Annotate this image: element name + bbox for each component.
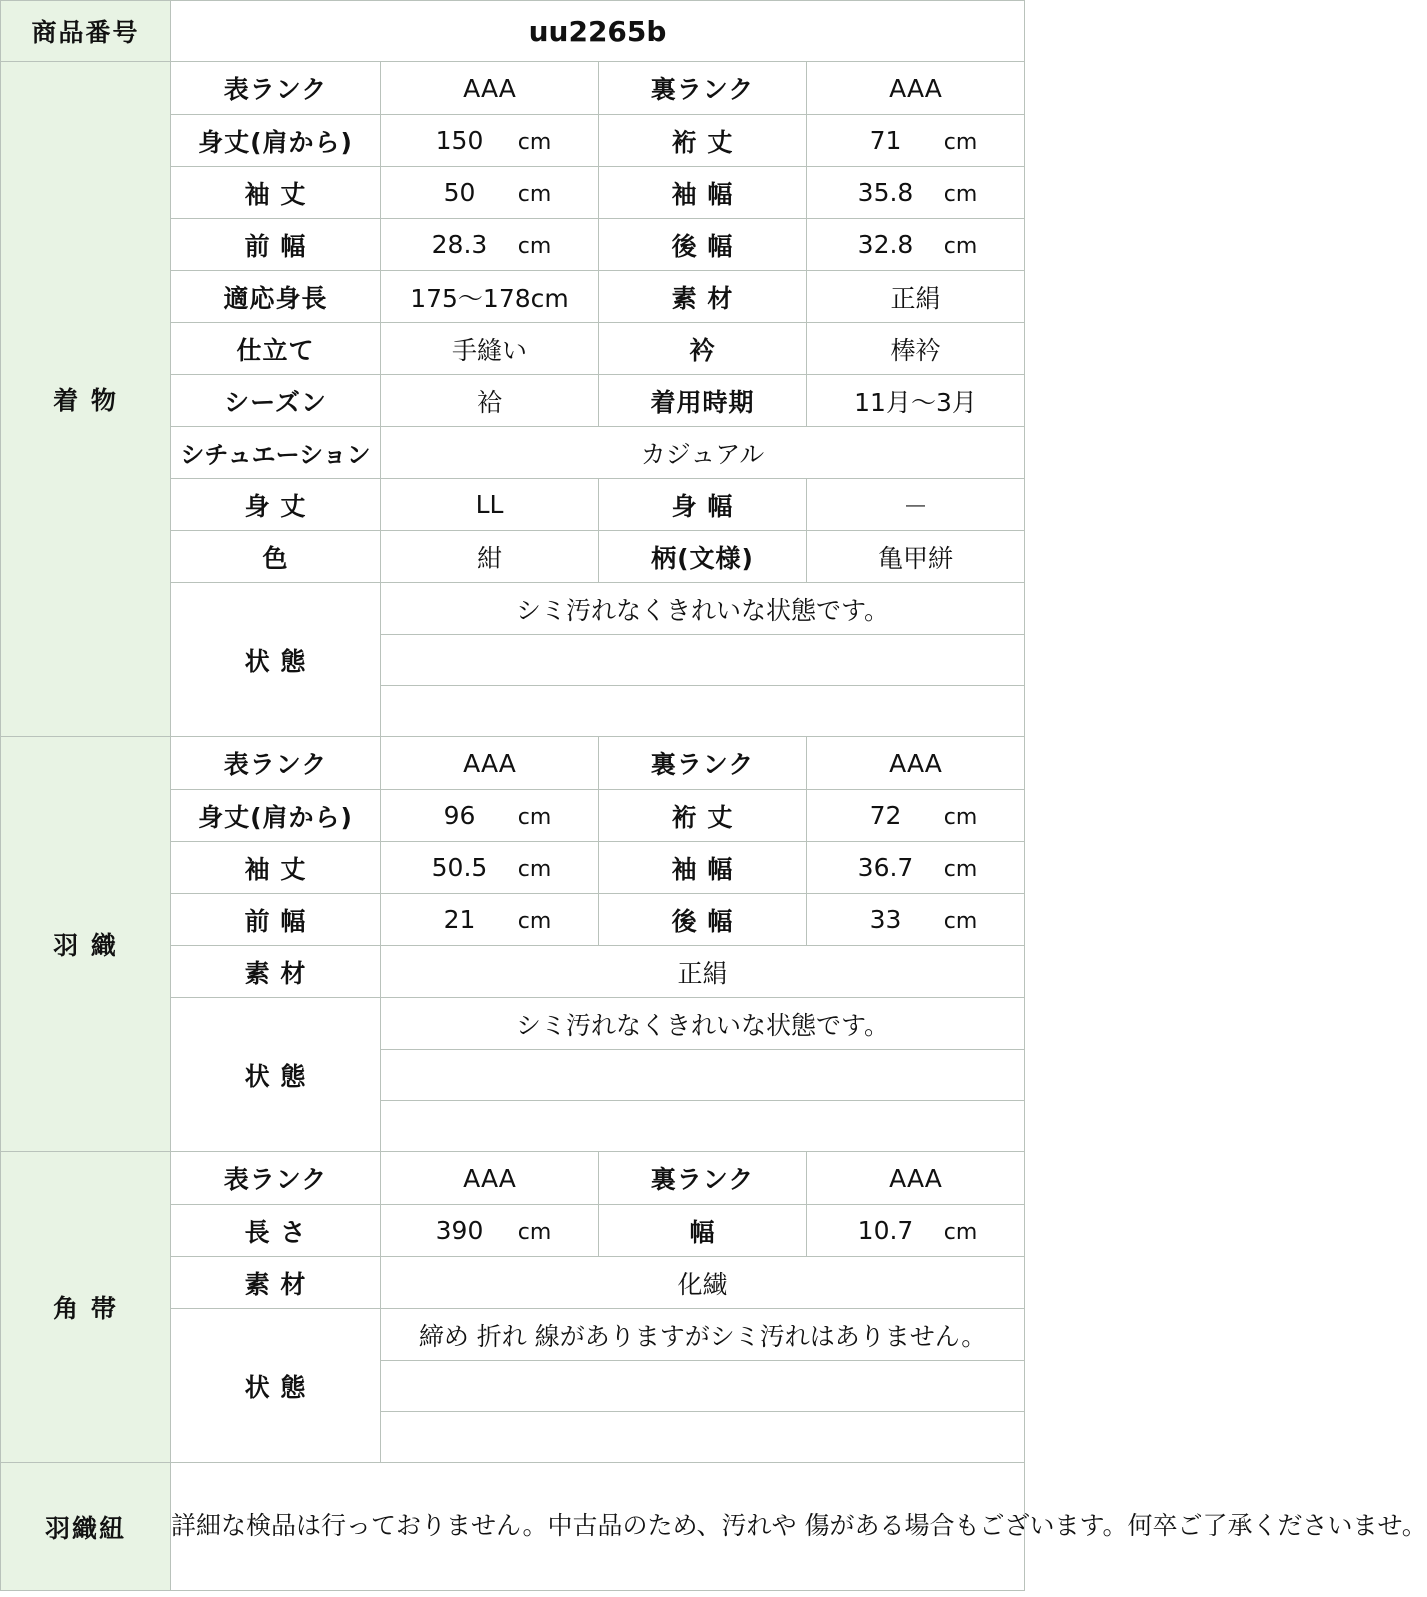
haori-sleeve-length-unit: cm — [517, 857, 552, 882]
kimono-back-width-label: 後 幅 — [599, 219, 807, 271]
kimono-tailoring-label: 仕立て — [171, 323, 381, 375]
haori-front-width-unit: cm — [517, 909, 552, 934]
kimono-body-width-value: － — [807, 479, 1025, 531]
kimono-front-width-label: 前 幅 — [171, 219, 381, 271]
haori-sleeve-width-label: 袖 幅 — [599, 842, 807, 894]
haori-rank-back-value: AAA — [807, 737, 1025, 790]
kimono-front-width-unit: cm — [517, 234, 552, 259]
kakuobi-condition-blank — [381, 1412, 1025, 1463]
kimono-height-label: 適応身長 — [171, 271, 381, 323]
haori-back-width-cell — [807, 894, 1025, 946]
kimono-section-label: 着 物 — [1, 62, 171, 737]
haori-length-cell — [381, 790, 599, 842]
himo-note: 詳細な検品は行っておりません。中古品のため、汚れや 傷がある場合もございます。何卒ご了承くださいませ。 — [171, 1463, 1025, 1591]
haori-back-width-unit: cm — [943, 909, 978, 934]
kimono-length-label: 身丈(肩から) — [171, 115, 381, 167]
kimono-rank-front-value: AAA — [381, 62, 599, 115]
haori-length-value: 96 — [443, 801, 476, 830]
kimono-pattern-value: 亀甲絣 — [807, 531, 1025, 583]
kimono-yuki-unit: cm — [943, 130, 978, 155]
haori-back-width-label: 後 幅 — [599, 894, 807, 946]
haori-sleeve-width-unit: cm — [943, 857, 978, 882]
kakuobi-width-cell — [807, 1205, 1025, 1257]
haori-front-width-label: 前 幅 — [171, 894, 381, 946]
haori-row-rank — [1, 737, 1025, 790]
kimono-body-width-label: 身 幅 — [599, 479, 807, 531]
kimono-sleeve-width-cell — [807, 167, 1025, 219]
haori-sleeve-length-cell — [381, 842, 599, 894]
kimono-yuki-label: 裄 丈 — [599, 115, 807, 167]
haori-length-unit: cm — [517, 805, 552, 830]
haori-length-label: 身丈(肩から) — [171, 790, 381, 842]
kimono-rank-back-label: 裏ランク — [599, 62, 807, 115]
kimono-condition-label: 状 態 — [171, 583, 381, 737]
kimono-sleeve-length-label: 袖 丈 — [171, 167, 381, 219]
kimono-size-label: 身 丈 — [171, 479, 381, 531]
kimono-sleeve-length-cell — [381, 167, 599, 219]
kakuobi-rank-back-label: 裏ランク — [599, 1152, 807, 1205]
kakuobi-length-cell — [381, 1205, 599, 1257]
kakuobi-condition-blank — [381, 1361, 1025, 1412]
haori-rank-front-value: AAA — [381, 737, 599, 790]
kimono-row-rank — [1, 62, 1025, 115]
kimono-situation-value: カジュアル — [381, 427, 1025, 479]
kakuobi-material-value: 化繊 — [381, 1257, 1025, 1309]
haori-section-label: 羽 織 — [1, 737, 171, 1152]
haori-material-label: 素 材 — [171, 946, 381, 998]
kakuobi-rank-back-value: AAA — [807, 1152, 1025, 1205]
kimono-material-label: 素 材 — [599, 271, 807, 323]
kimono-rank-back-value: AAA — [807, 62, 1025, 115]
product-number-label: 商品番号 — [1, 1, 171, 62]
product-number-value: uu2265b — [171, 1, 1025, 62]
haori-condition-blank — [381, 1050, 1025, 1101]
kimono-rank-front-label: 表ランク — [171, 62, 381, 115]
kakuobi-rank-front-value: AAA — [381, 1152, 599, 1205]
kakuobi-length-unit: cm — [517, 1220, 552, 1245]
kimono-yuki-cell — [807, 115, 1025, 167]
kakuobi-condition-value: 締め 折れ 線がありますがシミ汚れはありません。 — [381, 1309, 1025, 1361]
kakuobi-condition-label: 状 態 — [171, 1309, 381, 1463]
kimono-season-value: 袷 — [381, 375, 599, 427]
kimono-color-label: 色 — [171, 531, 381, 583]
kimono-height-value: 175～178cm — [381, 271, 599, 323]
header-row — [1, 1, 1025, 62]
kakuobi-rank-front-label: 表ランク — [171, 1152, 381, 1205]
kimono-front-width-value: 28.3 — [431, 230, 488, 259]
kimono-sleeve-width-value: 35.8 — [857, 178, 914, 207]
kimono-season-label: シーズン — [171, 375, 381, 427]
kimono-material-value: 正絹 — [807, 271, 1025, 323]
haori-sleeve-length-value: 50.5 — [431, 853, 488, 882]
haori-yuki-unit: cm — [943, 805, 978, 830]
haori-sleeve-width-value: 36.7 — [857, 853, 914, 882]
himo-row — [1, 1463, 1025, 1591]
kakuobi-width-unit: cm — [943, 1220, 978, 1245]
haori-yuki-value: 72 — [869, 801, 902, 830]
kimono-condition-blank — [381, 635, 1025, 686]
kakuobi-width-value: 10.7 — [857, 1216, 914, 1245]
kimono-wear-period-label: 着用時期 — [599, 375, 807, 427]
haori-front-width-value: 21 — [443, 905, 476, 934]
kimono-condition-value: シミ汚れなくきれいな状態です。 — [381, 583, 1025, 635]
kimono-collar-value: 棒衿 — [807, 323, 1025, 375]
haori-sleeve-length-label: 袖 丈 — [171, 842, 381, 894]
haori-back-width-value: 33 — [869, 905, 902, 934]
kimono-sleeve-width-label: 袖 幅 — [599, 167, 807, 219]
haori-yuki-cell — [807, 790, 1025, 842]
kimono-length-value: 150 — [435, 126, 484, 155]
kimono-sleeve-length-unit: cm — [517, 182, 552, 207]
kimono-situation-label: シチュエーション — [171, 427, 381, 479]
haori-front-width-cell — [381, 894, 599, 946]
kakuobi-material-label: 素 材 — [171, 1257, 381, 1309]
kimono-collar-label: 衿 — [599, 323, 807, 375]
kimono-sleeve-length-value: 50 — [443, 178, 476, 207]
kimono-yuki-value: 71 — [869, 126, 902, 155]
kimono-condition-blank — [381, 686, 1025, 737]
himo-section-label: 羽織紐 — [1, 1463, 171, 1591]
haori-rank-back-label: 裏ランク — [599, 737, 807, 790]
kimono-sleeve-width-unit: cm — [943, 182, 978, 207]
haori-condition-blank — [381, 1101, 1025, 1152]
haori-condition-value: シミ汚れなくきれいな状態です。 — [381, 998, 1025, 1050]
haori-yuki-label: 裄 丈 — [599, 790, 807, 842]
kakuobi-section-label: 角 帯 — [1, 1152, 171, 1463]
kimono-tailoring-value: 手縫い — [381, 323, 599, 375]
kimono-back-width-unit: cm — [943, 234, 978, 259]
kimono-front-width-cell — [381, 219, 599, 271]
haori-condition-label: 状 態 — [171, 998, 381, 1152]
kimono-wear-period-value: 11月～3月 — [807, 375, 1025, 427]
kimono-size-value: LL — [381, 479, 599, 531]
kimono-back-width-cell — [807, 219, 1025, 271]
kakuobi-row-rank — [1, 1152, 1025, 1205]
kakuobi-width-label: 幅 — [599, 1205, 807, 1257]
kimono-length-unit: cm — [517, 130, 552, 155]
kakuobi-length-label: 長 さ — [171, 1205, 381, 1257]
kimono-color-value: 紺 — [381, 531, 599, 583]
haori-rank-front-label: 表ランク — [171, 737, 381, 790]
kimono-pattern-label: 柄(文様) — [599, 531, 807, 583]
haori-sleeve-width-cell — [807, 842, 1025, 894]
kakuobi-length-value: 390 — [435, 1216, 484, 1245]
kimono-length-cell — [381, 115, 599, 167]
kimono-back-width-value: 32.8 — [857, 230, 914, 259]
haori-material-value: 正絹 — [381, 946, 1025, 998]
